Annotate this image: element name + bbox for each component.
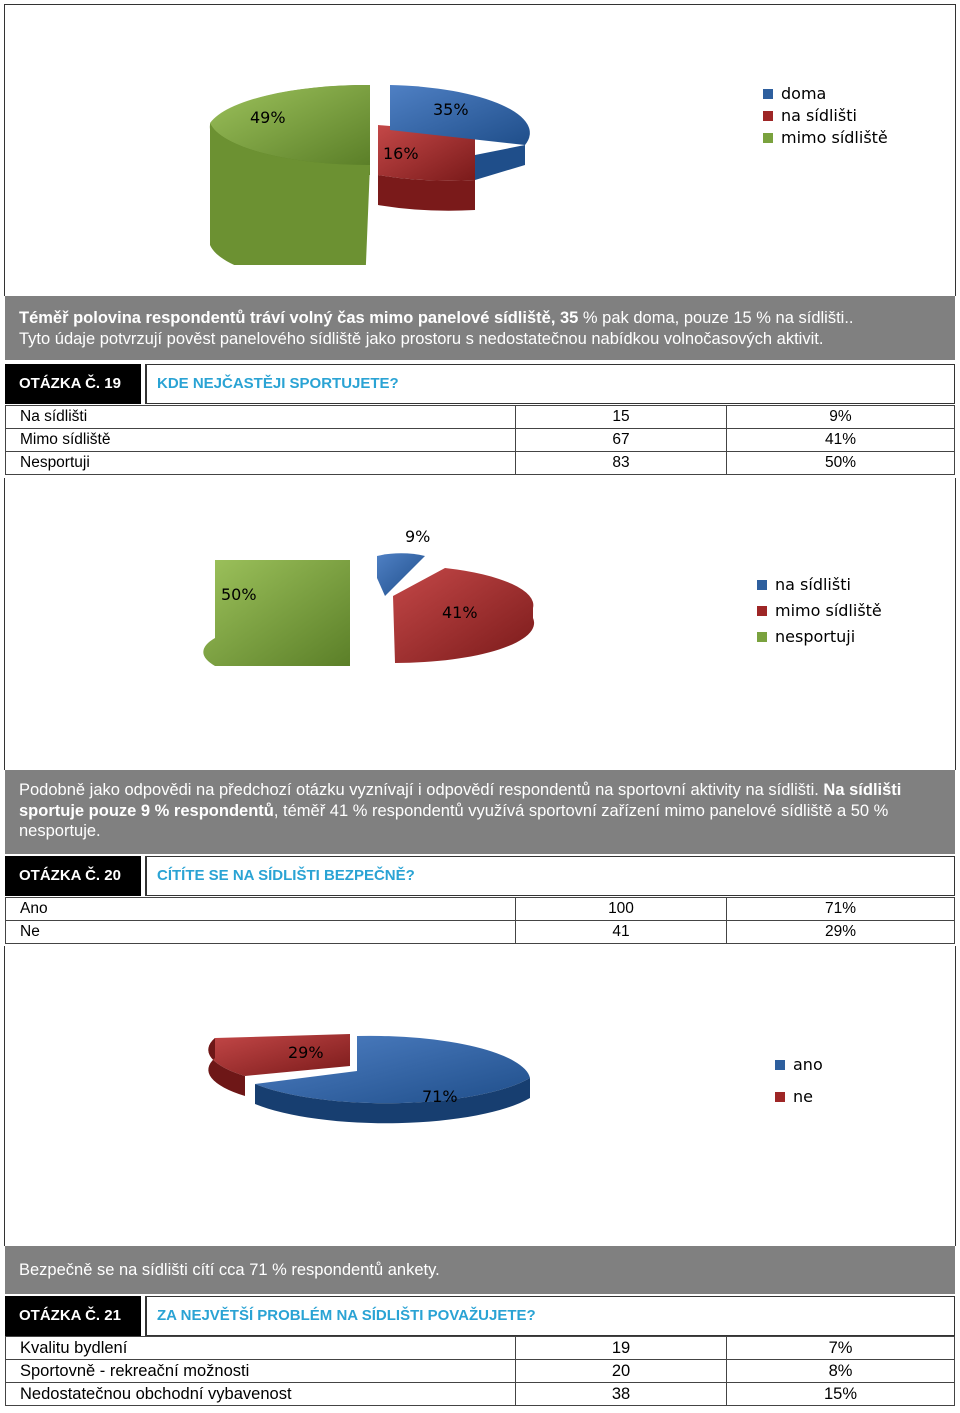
chart2-pie — [5, 478, 705, 738]
q20-number: OTÁZKA Č. 20 — [5, 856, 141, 896]
legend-item — [763, 127, 888, 149]
chart2-legend — [757, 574, 882, 652]
row-label: Kvalitu bydlení — [6, 1337, 516, 1360]
row-pct: 41% — [727, 429, 955, 452]
legend-label: nesportuji — [775, 627, 856, 646]
legend-item — [763, 105, 888, 127]
q19-header — [5, 364, 955, 404]
row-count: 41 — [516, 921, 727, 944]
legend-item — [757, 574, 882, 600]
row-pct: 50% — [727, 452, 955, 475]
row-count: 20 — [516, 1360, 727, 1383]
table-row — [6, 1360, 955, 1383]
q20-table — [5, 897, 955, 944]
row-count: 15 — [516, 406, 727, 429]
row-pct: 71% — [727, 898, 955, 921]
summary1-line2: Tyto údaje potvrzují pověst panelového sídliště jako prostoru s nedostatečnou nabídkou volnočasových aktivit. — [19, 329, 824, 348]
table-row — [6, 452, 955, 475]
legend-item — [763, 83, 888, 105]
table-row — [6, 1337, 955, 1360]
summary2-part2: , téměř 41 % respondentů využívá sportovní zařízení mimo panelové sídliště a 50 % nesportuje. — [19, 801, 889, 840]
legend-label: ne — [793, 1087, 813, 1106]
row-label: Ano — [6, 898, 516, 921]
chart1-pie — [5, 5, 705, 265]
row-pct: 9% — [727, 406, 955, 429]
q19-table — [5, 405, 955, 475]
chart3-panel — [4, 946, 956, 1246]
row-label: Sportovně - rekreační možnosti — [6, 1360, 516, 1383]
summary2-part1: Podobně jako odpovědi na předchozí otázku vyznívají i odpovědí respondentů na sportovní aktivity na sídlišti. — [19, 781, 824, 799]
q21-number: OTÁZKA Č. 21 — [5, 1296, 141, 1336]
legend-item — [775, 1054, 823, 1086]
legend-item — [757, 626, 882, 652]
row-pct: 8% — [727, 1360, 955, 1383]
row-label: Mimo sídliště — [6, 429, 516, 452]
chart1-label-35: 35% — [433, 100, 469, 119]
row-pct: 7% — [727, 1337, 955, 1360]
summary2-box — [5, 770, 955, 854]
table-row — [6, 898, 955, 921]
legend-label: doma — [781, 84, 827, 103]
chart3-legend — [775, 1054, 823, 1118]
q19-number: OTÁZKA Č. 19 — [5, 364, 141, 404]
row-pct: 29% — [727, 921, 955, 944]
q20-title: CÍTÍTE SE NA SÍDLIŠTI BEZPEČNĚ? — [145, 856, 955, 896]
chart1-panel — [4, 4, 956, 296]
row-label: Na sídlišti — [6, 406, 516, 429]
q19-title: KDE NEJČASTĚJI SPORTUJETE? — [145, 364, 955, 404]
legend-item — [775, 1086, 823, 1118]
chart3-label-71: 71% — [422, 1087, 458, 1106]
chart1-label-16: 16% — [383, 144, 419, 163]
chart2-label-41: 41% — [442, 603, 478, 622]
q21-title: ZA NEJVĚTŠÍ PROBLÉM NA SÍDLIŠTI POVAŽUJETE? — [145, 1296, 955, 1336]
q20-header — [5, 856, 955, 896]
legend-label: na sídlišti — [775, 575, 851, 594]
row-count: 83 — [516, 452, 727, 475]
row-label: Nesportuji — [6, 452, 516, 475]
legend-label: na sídlišti — [781, 106, 857, 125]
row-count: 38 — [516, 1383, 727, 1406]
row-count: 100 — [516, 898, 727, 921]
row-label: Ne — [6, 921, 516, 944]
chart1-label-49: 49% — [250, 108, 286, 127]
legend-label: ano — [793, 1055, 823, 1074]
chart1-slice-doma-side — [475, 145, 525, 180]
table-row — [6, 429, 955, 452]
summary1-bold: Téměř polovina respondentů tráví volný čas mimo panelové sídliště, 35 — [19, 309, 579, 327]
row-count: 67 — [516, 429, 727, 452]
summary1-rest: % pak doma, pouze 15 % na sídlišti.. — [578, 309, 854, 327]
chart2-panel — [4, 478, 956, 770]
legend-label: mimo sídliště — [781, 128, 888, 147]
chart3-slice-ne — [208, 1034, 350, 1076]
summary3-box — [5, 1246, 955, 1294]
legend-label: mimo sídliště — [775, 601, 882, 620]
chart2-label-50: 50% — [221, 585, 257, 604]
summary1-box — [5, 296, 955, 360]
summary2-bold: Na sídlišti sportuje pouze 9 % respondentů — [19, 781, 902, 820]
q21-header — [5, 1296, 955, 1336]
row-label: Nedostatečnou obchodní vybavenost — [6, 1383, 516, 1406]
legend-item — [757, 600, 882, 626]
chart3-pie — [5, 946, 705, 1206]
summary1-line1 — [19, 308, 941, 329]
table-row — [6, 406, 955, 429]
chart3-label-29: 29% — [288, 1043, 324, 1062]
table-row — [6, 921, 955, 944]
summary3-text: Bezpečně se na sídlišti cítí cca 71 % respondentů ankety. — [19, 1261, 440, 1279]
row-pct: 15% — [727, 1383, 955, 1406]
chart2-label-9: 9% — [405, 527, 431, 546]
table-row — [6, 1383, 955, 1406]
chart1-legend — [763, 83, 888, 149]
chart2-slice-nesportuji — [203, 560, 350, 666]
q21-table — [5, 1336, 955, 1406]
row-count: 19 — [516, 1337, 727, 1360]
